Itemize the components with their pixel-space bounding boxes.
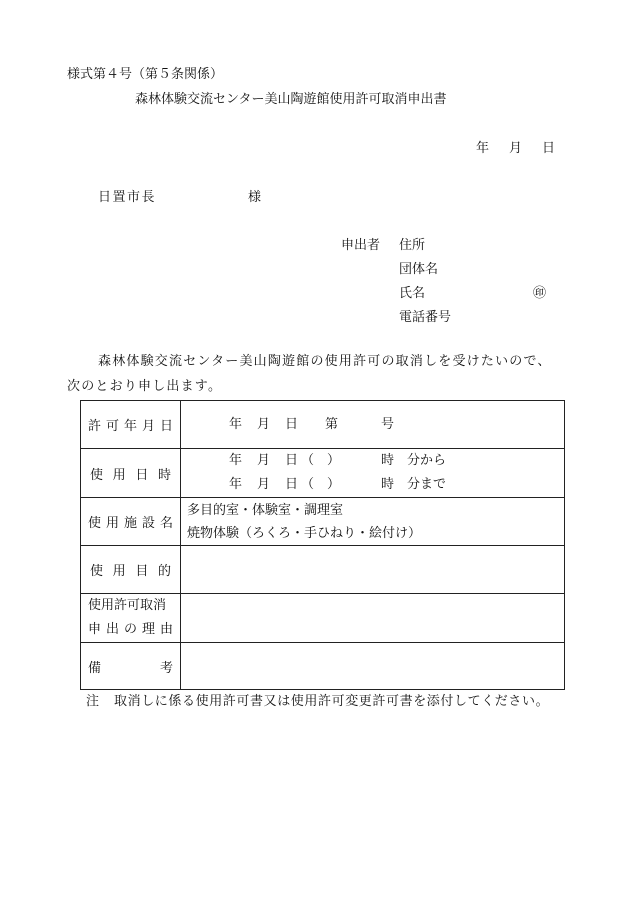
intro-line-1: 森林体験交流センター美山陶遊館の使用許可の取消しを受けたいので、 — [98, 354, 552, 369]
permit-day: 日 — [285, 416, 299, 432]
label-char: 使 — [90, 564, 104, 579]
date-year: 年 — [476, 141, 490, 156]
facility-field[interactable] — [181, 498, 565, 546]
applicant-group-label: 団体名 — [399, 262, 439, 277]
label-char: 用 — [112, 564, 126, 579]
reason-field[interactable] — [181, 594, 565, 643]
footnote-text: 取消しに係る使用許可書又は使用許可変更許可書を添付してください。 — [114, 694, 550, 709]
label-char: 可 — [105, 419, 119, 434]
reason-label — [81, 594, 181, 643]
footnote — [86, 694, 549, 710]
label-char: 名 — [159, 516, 173, 531]
label-char: 由 — [159, 622, 173, 637]
usage-hour: 時 — [381, 477, 395, 492]
label-char: 日 — [159, 419, 173, 434]
purpose-label — [81, 546, 181, 594]
label-char: 時 — [157, 467, 171, 483]
label-char: 目 — [135, 564, 149, 579]
seal-mark: ㊞ — [533, 286, 547, 301]
reason-label-line-1: 使用許可取消 — [88, 598, 167, 613]
applicant-label: 申出者 — [341, 238, 381, 253]
table-row-usage-datetime — [81, 449, 565, 498]
label-char: 使 — [90, 467, 104, 483]
label-char: 施 — [123, 516, 137, 531]
usage-month: 月 — [257, 477, 271, 492]
usage-day: 日 — [285, 453, 299, 468]
permit-date-field[interactable] — [181, 401, 565, 449]
label-char: 理 — [141, 622, 155, 637]
facility-label — [81, 498, 181, 546]
usage-datetime-label — [81, 449, 181, 498]
label-char: 考 — [159, 660, 173, 676]
usage-year: 年 — [229, 477, 243, 492]
label-char: 用 — [105, 516, 119, 531]
label-char: の — [123, 622, 137, 637]
usage-day: 日 — [285, 477, 299, 492]
permit-dai: 第 — [325, 416, 339, 432]
table-row-remarks — [81, 643, 565, 690]
usage-month: 月 — [257, 453, 271, 468]
application-table — [80, 400, 565, 690]
date-day: 日 — [542, 141, 556, 156]
label-char: 出 — [105, 622, 119, 637]
remarks-field[interactable] — [181, 643, 565, 690]
label-char: 的 — [157, 564, 171, 579]
usage-year: 年 — [229, 453, 243, 468]
label-char: 用 — [112, 467, 126, 483]
usage-weekday: （ ） — [301, 477, 341, 492]
form-number-label: 様式第４号（第５条関係） — [67, 67, 224, 82]
usage-hour: 時 — [381, 453, 395, 468]
applicant-address-label: 住所 — [399, 238, 426, 253]
document-title: 森林体験交流センター美山陶遊館使用許可取消申出書 — [135, 92, 447, 107]
applicant-phone-label: 電話番号 — [399, 310, 452, 325]
label-char: 設 — [141, 516, 155, 531]
permit-month: 月 — [257, 416, 271, 432]
label-char: 月 — [141, 419, 155, 434]
applicant-name-label: 氏名 — [399, 286, 426, 301]
facility-options-line-1: 多目的室・体験室・調理室 — [187, 502, 344, 518]
permit-date-label — [81, 401, 181, 449]
label-char: 日 — [135, 467, 149, 483]
usage-datetime-field[interactable] — [181, 449, 565, 498]
usage-to-line — [229, 473, 564, 497]
usage-minute-from: 分から — [407, 453, 447, 468]
permit-go: 号 — [381, 416, 395, 432]
label-char: 備 — [88, 660, 102, 676]
table-row-permit-date — [81, 401, 565, 449]
usage-from-line — [229, 449, 564, 473]
addressee-honorific: 様 — [248, 190, 262, 205]
purpose-field[interactable] — [181, 546, 565, 594]
label-char: 許 — [88, 419, 102, 434]
remarks-label — [81, 643, 181, 690]
facility-options-line-2: 焼物体験（ろくろ・手ひねり・絵付け） — [187, 525, 422, 541]
label-char: 使 — [88, 516, 102, 531]
label-char: 年 — [123, 419, 137, 434]
intro-line-2: 次のとおり申し出ます。 — [67, 379, 223, 394]
date-month: 月 — [509, 141, 523, 156]
table-row-purpose — [81, 546, 565, 594]
label-char: 申 — [88, 622, 102, 637]
addressee-name: 日置市長 — [98, 190, 157, 205]
table-row-facility — [81, 498, 565, 546]
submission-date — [476, 141, 555, 157]
usage-minute-to: 分まで — [407, 477, 447, 492]
permit-year: 年 — [229, 416, 243, 432]
table-row-reason — [81, 594, 565, 643]
usage-weekday: （ ） — [301, 453, 341, 468]
footnote-mark: 注 — [86, 694, 100, 709]
